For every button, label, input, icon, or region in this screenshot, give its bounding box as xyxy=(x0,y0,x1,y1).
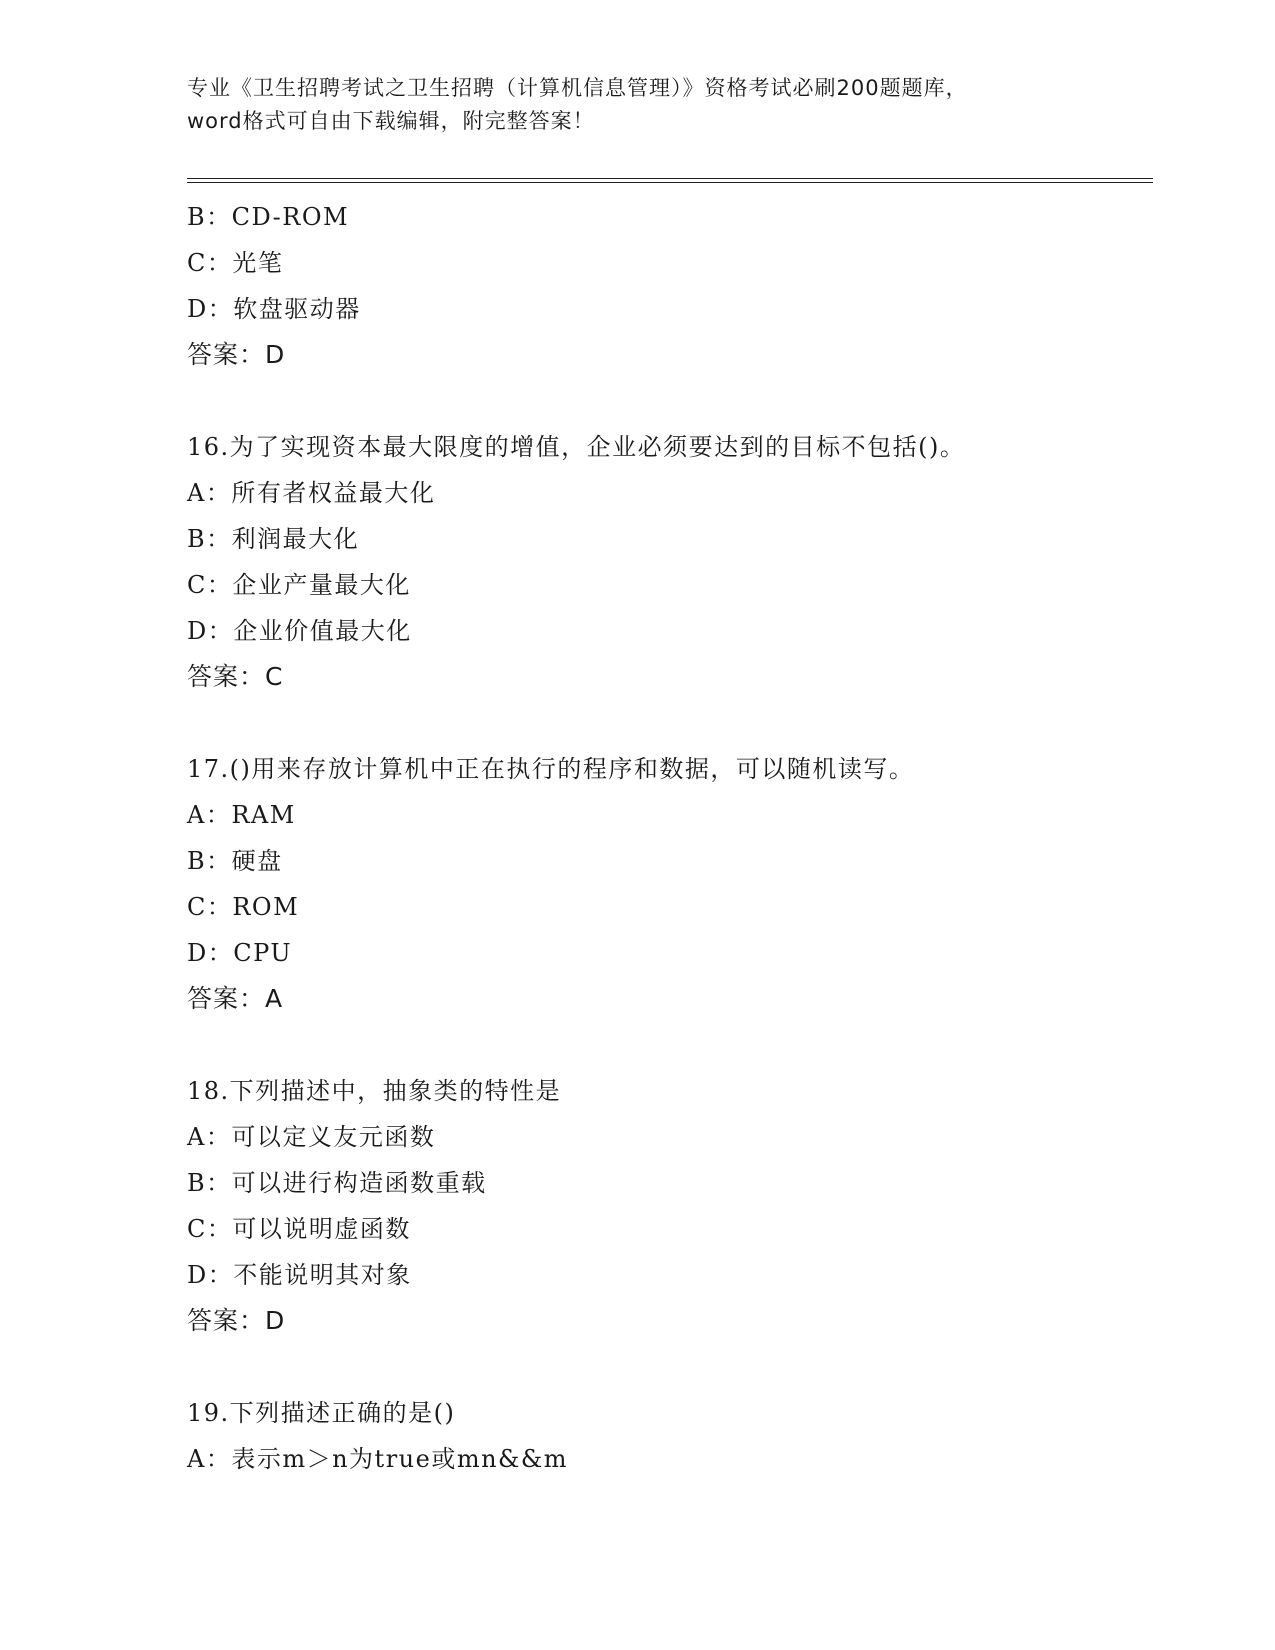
header-line-2: word格式可自由下载编辑，附完整答案！ xyxy=(187,109,595,133)
option-d: D：CPU xyxy=(187,939,293,967)
option-a: A：RAM xyxy=(187,801,296,829)
header-divider-bottom xyxy=(187,182,1153,183)
option-d: D：企业价值最大化 xyxy=(187,617,412,645)
question-18 xyxy=(187,1068,1147,1344)
option-b: B：利润最大化 xyxy=(187,525,360,553)
question-16 xyxy=(187,424,1147,700)
answer-line: 答案：D xyxy=(187,340,286,369)
question-15-continued xyxy=(187,194,1147,378)
option-b: B：CD-ROM xyxy=(187,203,350,231)
option-b: B：硬盘 xyxy=(187,847,283,875)
question-stem: 17.()用来存放计算机中正在执行的程序和数据，可以随机读写。 xyxy=(187,755,915,783)
question-19 xyxy=(187,1390,1147,1482)
option-b: B：可以进行构造函数重载 xyxy=(187,1169,487,1197)
option-c: C：ROM xyxy=(187,893,300,921)
question-stem: 18.下列描述中，抽象类的特性是 xyxy=(187,1077,562,1105)
document-header xyxy=(187,72,1087,138)
option-a: A：表示m＞n为true或mn&&m xyxy=(187,1445,569,1473)
question-stem: 19.下列描述正确的是() xyxy=(187,1399,456,1427)
option-d: D：不能说明其对象 xyxy=(187,1261,412,1289)
option-a: A：可以定义友元函数 xyxy=(187,1123,436,1151)
answer-line: 答案：D xyxy=(187,1306,286,1335)
option-a: A：所有者权益最大化 xyxy=(187,479,436,507)
answer-line: 答案：A xyxy=(187,984,284,1013)
option-c: C：可以说明虚函数 xyxy=(187,1215,411,1243)
header-divider-top xyxy=(187,178,1153,179)
header-line-1: 专业《卫生招聘考试之卫生招聘（计算机信息管理）》资格考试必刷200题题库， xyxy=(187,76,968,100)
question-stem: 16.为了实现资本最大限度的增值，企业必须要达到的目标不包括()。 xyxy=(187,433,966,461)
option-c: C：光笔 xyxy=(187,249,284,277)
answer-line: 答案：C xyxy=(187,662,284,691)
question-17 xyxy=(187,746,1147,1022)
question-list xyxy=(187,194,1147,1482)
option-c: C：企业产量最大化 xyxy=(187,571,411,599)
option-d: D：软盘驱动器 xyxy=(187,295,361,323)
